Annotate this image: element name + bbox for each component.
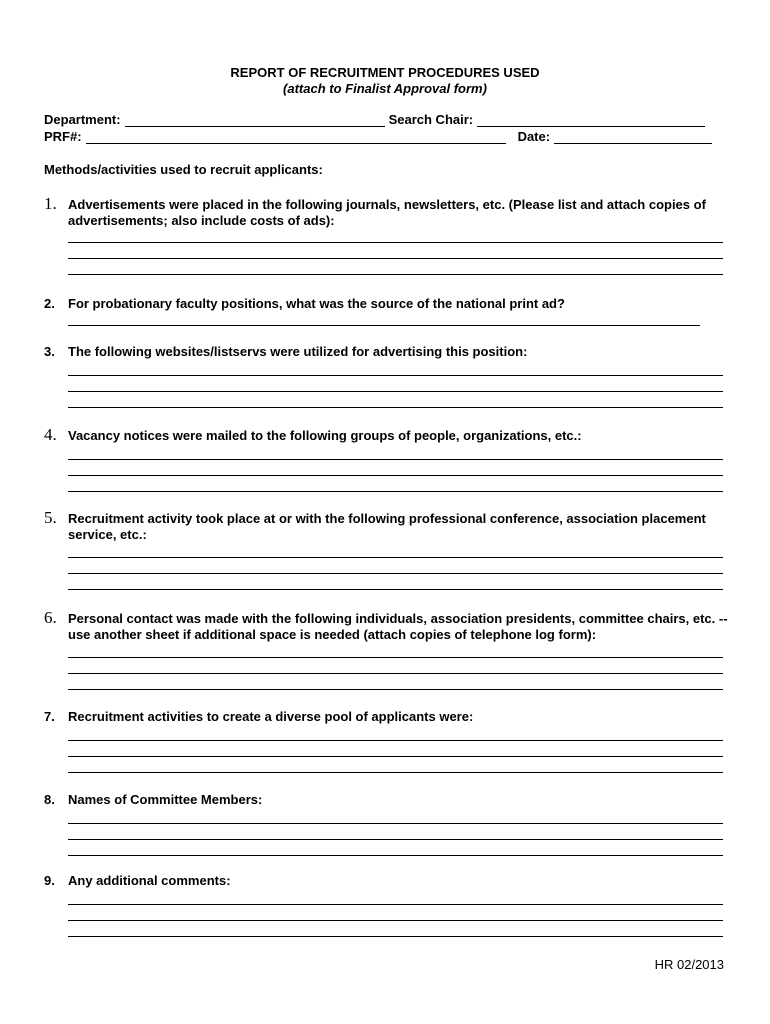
answer-lines <box>68 542 726 590</box>
answer-line[interactable] <box>68 905 723 921</box>
question-text: Personal contact was made with the following individuals, association presidents, committee chairs, etc. -- use another sheet if additional space is needed (attach copies of telephone log form): <box>68 611 728 642</box>
answer-lines <box>68 642 726 690</box>
answer-lines <box>68 808 726 856</box>
answer-line[interactable] <box>68 741 723 757</box>
question-number: 7. <box>44 709 55 724</box>
answer-line[interactable] <box>68 460 723 476</box>
answer-line[interactable] <box>68 757 723 773</box>
answer-line[interactable] <box>68 658 723 674</box>
answer-line[interactable] <box>68 243 723 259</box>
question-text: For probationary faculty positions, what was the source of the national print ad? <box>68 296 565 311</box>
answer-line[interactable] <box>68 889 723 905</box>
answer-line[interactable] <box>68 642 723 658</box>
answer-line[interactable] <box>68 725 723 741</box>
department-label: Department: <box>44 112 121 127</box>
answer-line[interactable] <box>68 558 723 574</box>
question-number: 2. <box>44 296 55 311</box>
question-text: Recruitment activity took place at or with the following professional conference, association placement service, etc.: <box>68 511 706 542</box>
question-number: 5. <box>44 508 57 527</box>
answer-line[interactable] <box>68 310 700 326</box>
answer-line[interactable] <box>68 824 723 840</box>
question-number: 6. <box>44 608 57 627</box>
answer-lines <box>68 889 726 937</box>
methods-intro: Methods/activities used to recruit applicants: <box>44 162 323 177</box>
answer-line[interactable] <box>68 542 723 558</box>
answer-line[interactable] <box>68 840 723 856</box>
question-1 <box>44 194 726 275</box>
search-chair-field[interactable] <box>477 115 705 127</box>
question-text: Advertisements were placed in the following journals, newsletters, etc. (Please list and attach copies of advertisements; also include costs of ads): <box>68 197 706 228</box>
answer-line[interactable] <box>68 444 723 460</box>
question-4 <box>44 425 726 492</box>
search-chair-label: Search Chair: <box>388 112 474 127</box>
question-number: 9. <box>44 873 55 888</box>
question-7 <box>44 709 726 773</box>
answer-line[interactable] <box>68 259 723 275</box>
question-3 <box>44 344 726 408</box>
answer-line[interactable] <box>68 808 723 824</box>
question-text: Recruitment activities to create a diverse pool of applicants were: <box>68 709 474 724</box>
form-title: REPORT OF RECRUITMENT PROCEDURES USED <box>230 65 540 80</box>
answer-line[interactable] <box>68 392 723 408</box>
date-label: Date: <box>517 129 551 144</box>
form-revision-code: HR 02/2013 <box>654 957 724 972</box>
form-subtitle: (attach to Finalist Approval form) <box>283 81 487 96</box>
answer-line[interactable] <box>68 360 723 376</box>
answer-lines <box>68 360 726 408</box>
question-number: 3. <box>44 344 55 359</box>
answer-line[interactable] <box>68 674 723 690</box>
question-9 <box>44 873 726 937</box>
question-number: 4. <box>44 425 57 444</box>
answer-line[interactable] <box>68 574 723 590</box>
question-8 <box>44 792 726 856</box>
question-2 <box>44 296 726 326</box>
question-5 <box>44 508 726 590</box>
answer-lines <box>68 725 726 773</box>
question-text: Names of Committee Members: <box>68 792 263 807</box>
answer-lines <box>68 227 726 275</box>
answer-line[interactable] <box>68 376 723 392</box>
department-row <box>44 112 726 127</box>
question-text: The following websites/listservs were utilized for advertising this position: <box>68 344 528 359</box>
question-number: 8. <box>44 792 55 807</box>
prf-field[interactable] <box>86 132 506 144</box>
question-6 <box>44 608 728 690</box>
question-text: Vacancy notices were mailed to the following groups of people, organizations, etc.: <box>68 428 582 443</box>
answer-line[interactable] <box>68 921 723 937</box>
date-field[interactable] <box>554 132 712 144</box>
question-text: Any additional comments: <box>68 873 231 888</box>
department-field[interactable] <box>125 115 385 127</box>
question-number: 1. <box>44 194 57 213</box>
answer-line[interactable] <box>68 476 723 492</box>
answer-lines <box>68 444 726 492</box>
answer-lines <box>68 310 726 326</box>
answer-line[interactable] <box>68 227 723 243</box>
prf-label: PRF#: <box>44 129 82 144</box>
prf-row <box>44 129 726 144</box>
